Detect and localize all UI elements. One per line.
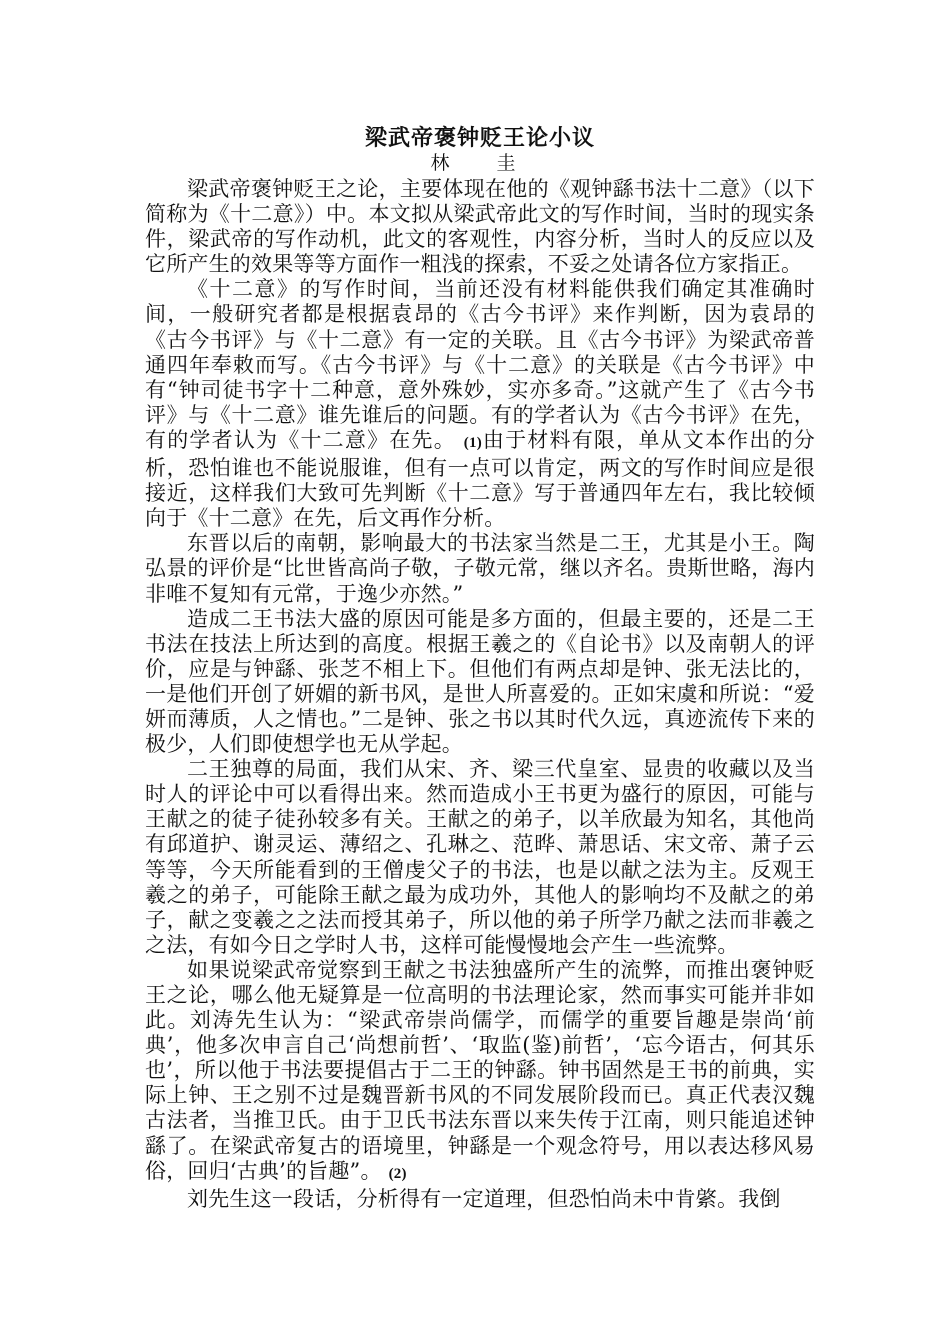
paragraph-text: 如果说梁武帝觉察到王献之书法独盛所产生的流弊，而推出褒钟贬王之论，哪么他无疑算是一位高明的书法理论家，然而事实可能并非如此。刘涛先生认为：“梁武帝崇尚儒学，而儒学的重要旨趣是崇尚‘前典’，他多次申言自己‘尚想前哲’、‘取监(鉴)前哲’，‘忘今语古，何其乐也’，所以他于书法要提倡古于二王的钟繇。钟书固然是王书的前典，实际上钟、王之别不过是魏晋新书风的不同发展阶段而已。真正代表汉魏古法者，当推卫氏。由于卫氏书法东晋以来失传于江南，则只能追述钟繇了。在梁武帝复古的语境里，钟繇是一个观念符号，用以表达移风易俗，回归‘古典’的旨趣”。: [145, 957, 815, 1183]
body-paragraph: [145, 177, 815, 277]
paragraph-text: 造成二王书法大盛的原因可能是多方面的，但最主要的，还是二王书法在技法上所达到的高度。根据王羲之的《自论书》以及南朝人的评价，应是与钟繇、张芝不相上下。但他们有两点却是钟、张无法比的，一是他们开创了妍媚的新书风，是世人所喜爱的。正如宋虞和所说：“爱妍而薄质，人之情也。”二是钟、张之书以其时代久远，真迹流传下来的极少，人们即使想学也无从学起。: [145, 606, 815, 757]
paragraph-text: 刘先生这一段话，分析得有一定道理，但恐怕尚未中肯綮。我倒: [187, 1186, 781, 1211]
footnote-marker: (2): [388, 1165, 407, 1182]
body-paragraph: [145, 531, 815, 606]
body-paragraph: [145, 1187, 815, 1212]
body-paragraph: [145, 607, 815, 758]
document-author: 林 圭: [430, 152, 530, 174]
paragraph-text: 东晋以后的南朝，影响最大的书法家当然是二王，尤其是小王。陶弘景的评价是“比世皆高尚子敬，子敬元常，继以齐名。贵斯世略，海内非唯不复知有元常，于逸少亦然。”: [145, 531, 815, 606]
footnote-marker: (1): [463, 434, 482, 451]
document-title: 梁武帝褒钟贬王论小议: [364, 125, 595, 151]
paragraph-text: 由于材料有限，单从文本作出的分析，恐怕谁也不能说服谁，但有一点可以肯定，两文的写作时间应是很接近，这样我们大致可先判断《十二意》写于普通四年左右，我比较倾向于《十二意》在先，后文再作分析。: [145, 427, 815, 531]
paragraph-text: 《十二意》的写作时间，当前还没有材料能供我们确定其准确时间，一般研究者都是根据袁昂的《古今书评》来作判断，因为袁昂的《古今书评》与《十二意》有一定的关联。且《古今书评》为梁武帝普通四年奉敕而写。《古今书评》与《十二意》的关联是《古今书评》中有“钟司徒书字十二种意，意外殊妙，实亦多奇。”这就产生了《古今书评》与《十二意》谁先谁后的问题。有的学者认为《古今书评》在先，有的学者认为《十二意》在先。: [145, 277, 815, 452]
document-page: [145, 124, 815, 1212]
body-paragraph: [145, 757, 815, 958]
body-paragraph: [145, 958, 815, 1187]
document-body: [145, 177, 815, 1212]
body-paragraph: [145, 277, 815, 531]
paragraph-text: 二王独尊的局面，我们从宋、齐、梁三代皇室、显贵的收藏以及当时人的评论中可以看得出来。然而造成小王书更为盛行的原因，可能与王献之的徒子徒孙较多有关。王献之的弟子，以羊欣最为知名，其他尚有邱道护、谢灵运、薄绍之、孔琳之、范晔、萧思话、宋文帝、萧子云等等，今天所能看到的王僧虔父子的书法，也是以献之法为主。反观王羲之的弟子，可能除王献之最为成功外，其他人的影响均不及献之的弟子，献之变羲之之法而授其弟子，所以他的弟子所学乃献之法而非羲之之法，有如今日之学时人书，这样可能慢慢地会产生一些流弊。: [145, 757, 815, 957]
paragraph-text: 梁武帝褒钟贬王之论，主要体现在他的《观钟繇书法十二意》（以下简称为《十二意》）中。本文拟从梁武帝此文的写作时间，当时的现实条件，梁武帝的写作动机，此文的客观性，内容分析，当时人的反应以及它所产生的效果等等方面作一粗浅的探索，不妥之处请各位方家指正。: [145, 177, 815, 277]
